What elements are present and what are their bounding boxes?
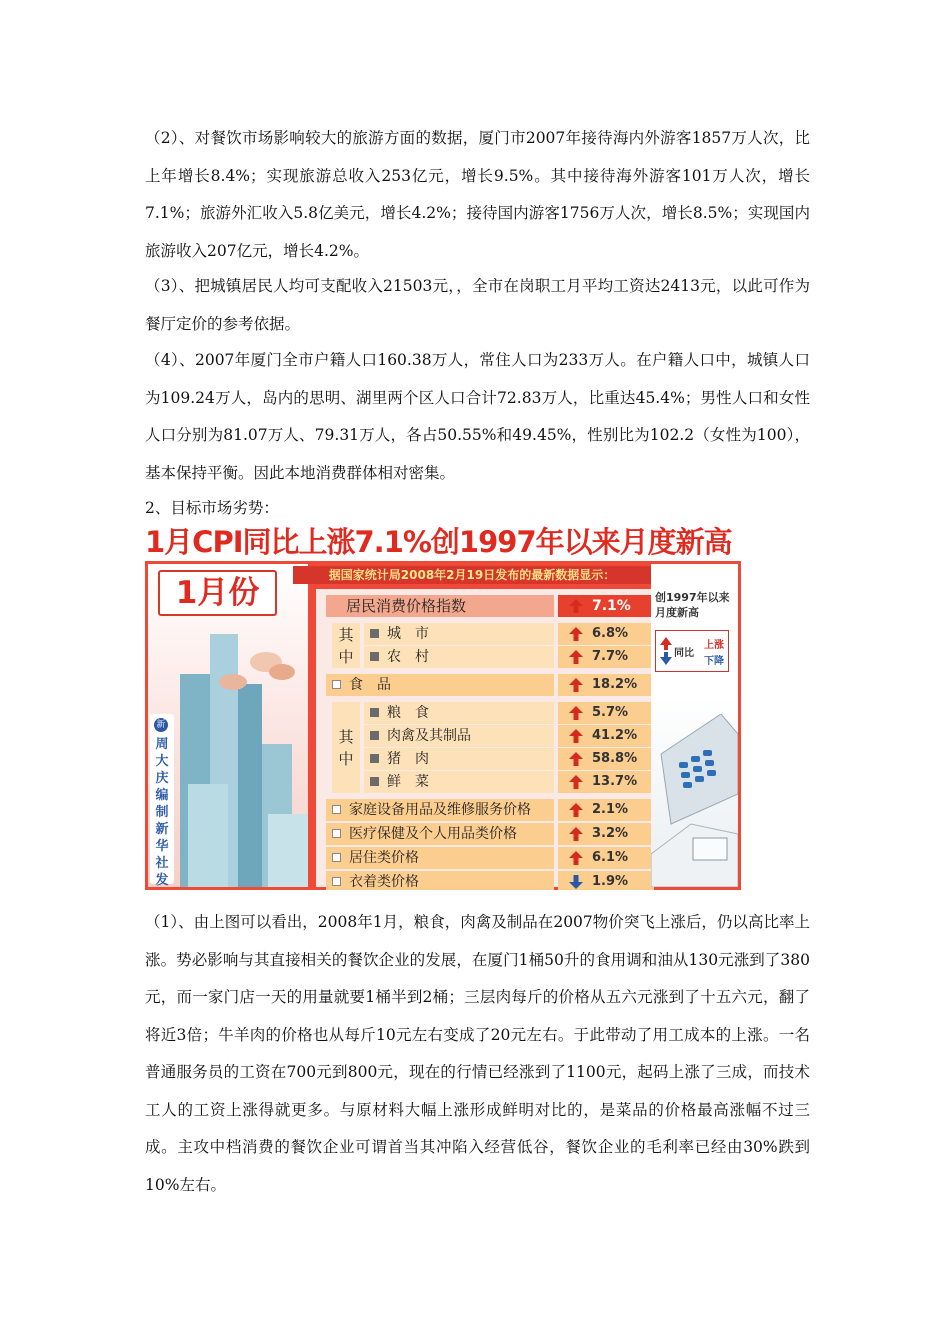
cpi-value-text: 7.7% [592, 649, 629, 664]
cpi-row-value [558, 725, 654, 747]
cpi-row-value [558, 623, 654, 645]
cpi-row-label [326, 595, 554, 617]
up-arrow-icon [568, 677, 584, 693]
cpi-row-label-text: 居民消费价格指数 [346, 597, 467, 615]
cpi-row [316, 595, 659, 617]
credit-text: 周大庆编制 新华社发 [155, 737, 169, 888]
month-badge [158, 570, 277, 616]
cpi-row-value [558, 847, 654, 869]
cpi-value-text: 41.2% [592, 728, 638, 743]
cpi-row-label-text: 家庭设备用品及维修服务价格 [349, 802, 531, 818]
cpi-value-text: 13.7% [592, 774, 638, 789]
source-banner [293, 566, 651, 584]
xinhua-logo-icon: 新 [154, 718, 168, 732]
up-arrow-icon [568, 802, 584, 818]
legend-arrows-icon [659, 636, 673, 666]
cpi-value-text: 3.2% [592, 826, 629, 841]
infographic-title: 1月CPI同比上涨7.1%创1997年以来月度新高 [145, 525, 732, 559]
cpi-row-label-text: 猪 肉 [387, 751, 429, 767]
cpi-row-value [558, 674, 654, 696]
cpi-row-value [558, 595, 654, 617]
cpi-row-label-text: 医疗保健及个人用品类价格 [349, 826, 517, 842]
source-text: 据国家统计局2008年2月19日发布的最新数据显示： [328, 568, 616, 582]
infographic-panel [145, 561, 741, 890]
cash-register-illustration [651, 714, 738, 887]
cpi-row-value [558, 871, 654, 890]
cpi-row-label-text: 居住类价格 [349, 850, 419, 866]
paragraph-population: （4）、2007年厦门全市户籍人口160.38万人，常住人口为233万人。在户籍人口中，城镇人口为109.24万人，岛内的思明、湖里两个区人口合计72.83万人，比重达45.4%；男性人口和女性人口分别为81.07万人、79.31万人，各占50.55%和49.45%，性别比为102.2（女性为100），基本保持平衡。因此本地消费群体相对密集。 [145, 351, 810, 482]
cpi-row-label [326, 823, 554, 845]
cpi-row-label-text: 衣着类价格 [349, 874, 419, 890]
cpi-value-text: 18.2% [592, 677, 638, 692]
subgroup-label-char: 中 [338, 749, 354, 768]
cpi-value-text: 5.7% [592, 705, 629, 720]
cpi-row-label-text: 食 品 [349, 677, 391, 693]
cpi-row [316, 771, 659, 793]
cpi-row [316, 702, 659, 724]
cpi-row-label [364, 748, 554, 770]
cpi-row-label [364, 725, 554, 747]
cpi-row [316, 674, 659, 696]
cpi-row-value [558, 799, 654, 821]
month-label: 1月份 [175, 575, 260, 611]
cpi-row-label [364, 771, 554, 793]
cpi-row-label [326, 871, 554, 890]
cpi-row-value [558, 748, 654, 770]
cpi-row-label [326, 847, 554, 869]
cpi-value-text: 1.9% [592, 874, 629, 889]
register-illustration-area [651, 564, 738, 887]
cpi-row [316, 871, 659, 890]
new-high-note: 创1997年以来月度新高 [655, 591, 730, 619]
cpi-row-label [326, 674, 554, 696]
up-arrow-icon [568, 850, 584, 866]
paragraph-income: （3）、把城镇居民人均可支配收入21503元，，全市在岗职工月平均工资达2413元，以此可作为餐厅定价的参考依据。 [145, 277, 810, 333]
cpi-infographic [145, 524, 741, 890]
paragraph-cost-analysis: （1）、由上图可以看出，2008年1月，粮食，肉禽及制品在2007物价突飞上涨后，仍以高比率上涨。势必影响与其直接相关的餐饮企业的发展，在厦门1桶50升的食用调和油从130元涨到了380元，而一家门店一天的用量就要1桶半到2桶；三层肉每斤的价格从五六元涨到了十五六元，翻了将近3倍；牛羊肉的价格也从每斤10元左右变成了20元左右。于此带动了用工成本的上涨。一名普通服务员的工资在700元到800元，现在的行情已经涨到了1100元，起码上涨了三成，而技术工人的工资上涨得就更多。与原材料大幅上涨形成鲜明对比的，是菜品的价格最高涨幅不过三成。主攻中档消费的餐饮企业可谓首当其冲陷入经营低谷，餐饮企业的毛利率已经由30%跌到10%左右。 [145, 913, 810, 1194]
cpi-table [316, 589, 659, 890]
up-arrow-icon [568, 751, 584, 767]
legend-yoy-label: 同比 [674, 648, 694, 659]
subgroup-label-char: 其 [338, 727, 354, 746]
subgroup-label-char: 其 [338, 625, 354, 644]
cpi-row-value [558, 823, 654, 845]
cpi-row-value [558, 646, 654, 668]
subgroup-label [332, 623, 360, 668]
cpi-row-label [364, 702, 554, 724]
legend-up-label: 上涨 [704, 640, 724, 651]
up-arrow-icon [568, 649, 584, 665]
cpi-row [316, 799, 659, 821]
up-arrow-icon [568, 728, 584, 744]
cpi-row-label-text: 城 市 [387, 626, 429, 642]
subgroup-label-char: 中 [338, 647, 354, 666]
legend-box [655, 630, 729, 672]
cpi-row [316, 725, 659, 747]
legend-down-label: 下降 [704, 656, 724, 667]
cpi-value-text: 7.1% [592, 598, 631, 614]
cpi-row-label-text: 鲜 菜 [387, 774, 429, 790]
up-arrow-icon [568, 626, 584, 642]
cpi-value-text: 6.8% [592, 626, 629, 641]
cpi-row-label [326, 799, 554, 821]
cpi-row-label [364, 646, 554, 668]
up-arrow-icon [568, 826, 584, 842]
up-arrow-icon [568, 705, 584, 721]
up-arrow-icon [568, 774, 584, 790]
cpi-value-text: 6.1% [592, 850, 629, 865]
cpi-row [316, 823, 659, 845]
city-illustration-area [148, 564, 308, 887]
up-arrow-icon [568, 598, 584, 614]
cpi-row-value [558, 702, 654, 724]
credit-strip [150, 714, 174, 888]
cpi-row [316, 847, 659, 869]
cpi-row-label [364, 623, 554, 645]
cpi-row-label-text: 农 村 [387, 649, 429, 665]
section-heading-disadvantages: 2、目标市场劣势： [145, 499, 279, 517]
cpi-value-text: 2.1% [592, 802, 629, 817]
paragraph-tourism: （2）、对餐饮市场影响较大的旅游方面的数据，厦门市2007年接待海内外游客1857万人次，比上年增长8.4%；实现旅游总收入253亿元，增长9.5%。其中接待海外游客101万人次，增长7.1%；旅游外汇收入5.8亿美元，增长4.2%；接待国内游客1756万人次，增长8.5%；实现国内旅游收入207亿元，增长4.2%。 [145, 129, 810, 260]
down-arrow-icon [568, 874, 584, 890]
cpi-value-text: 58.8% [592, 751, 638, 766]
cpi-row [316, 623, 659, 645]
cpi-row [316, 748, 659, 770]
cpi-row-label-text: 粮 食 [387, 705, 429, 721]
cpi-row-label-text: 肉禽及其制品 [387, 728, 471, 744]
subgroup-label [332, 702, 360, 793]
cpi-row [316, 646, 659, 668]
cpi-row-value [558, 771, 654, 793]
